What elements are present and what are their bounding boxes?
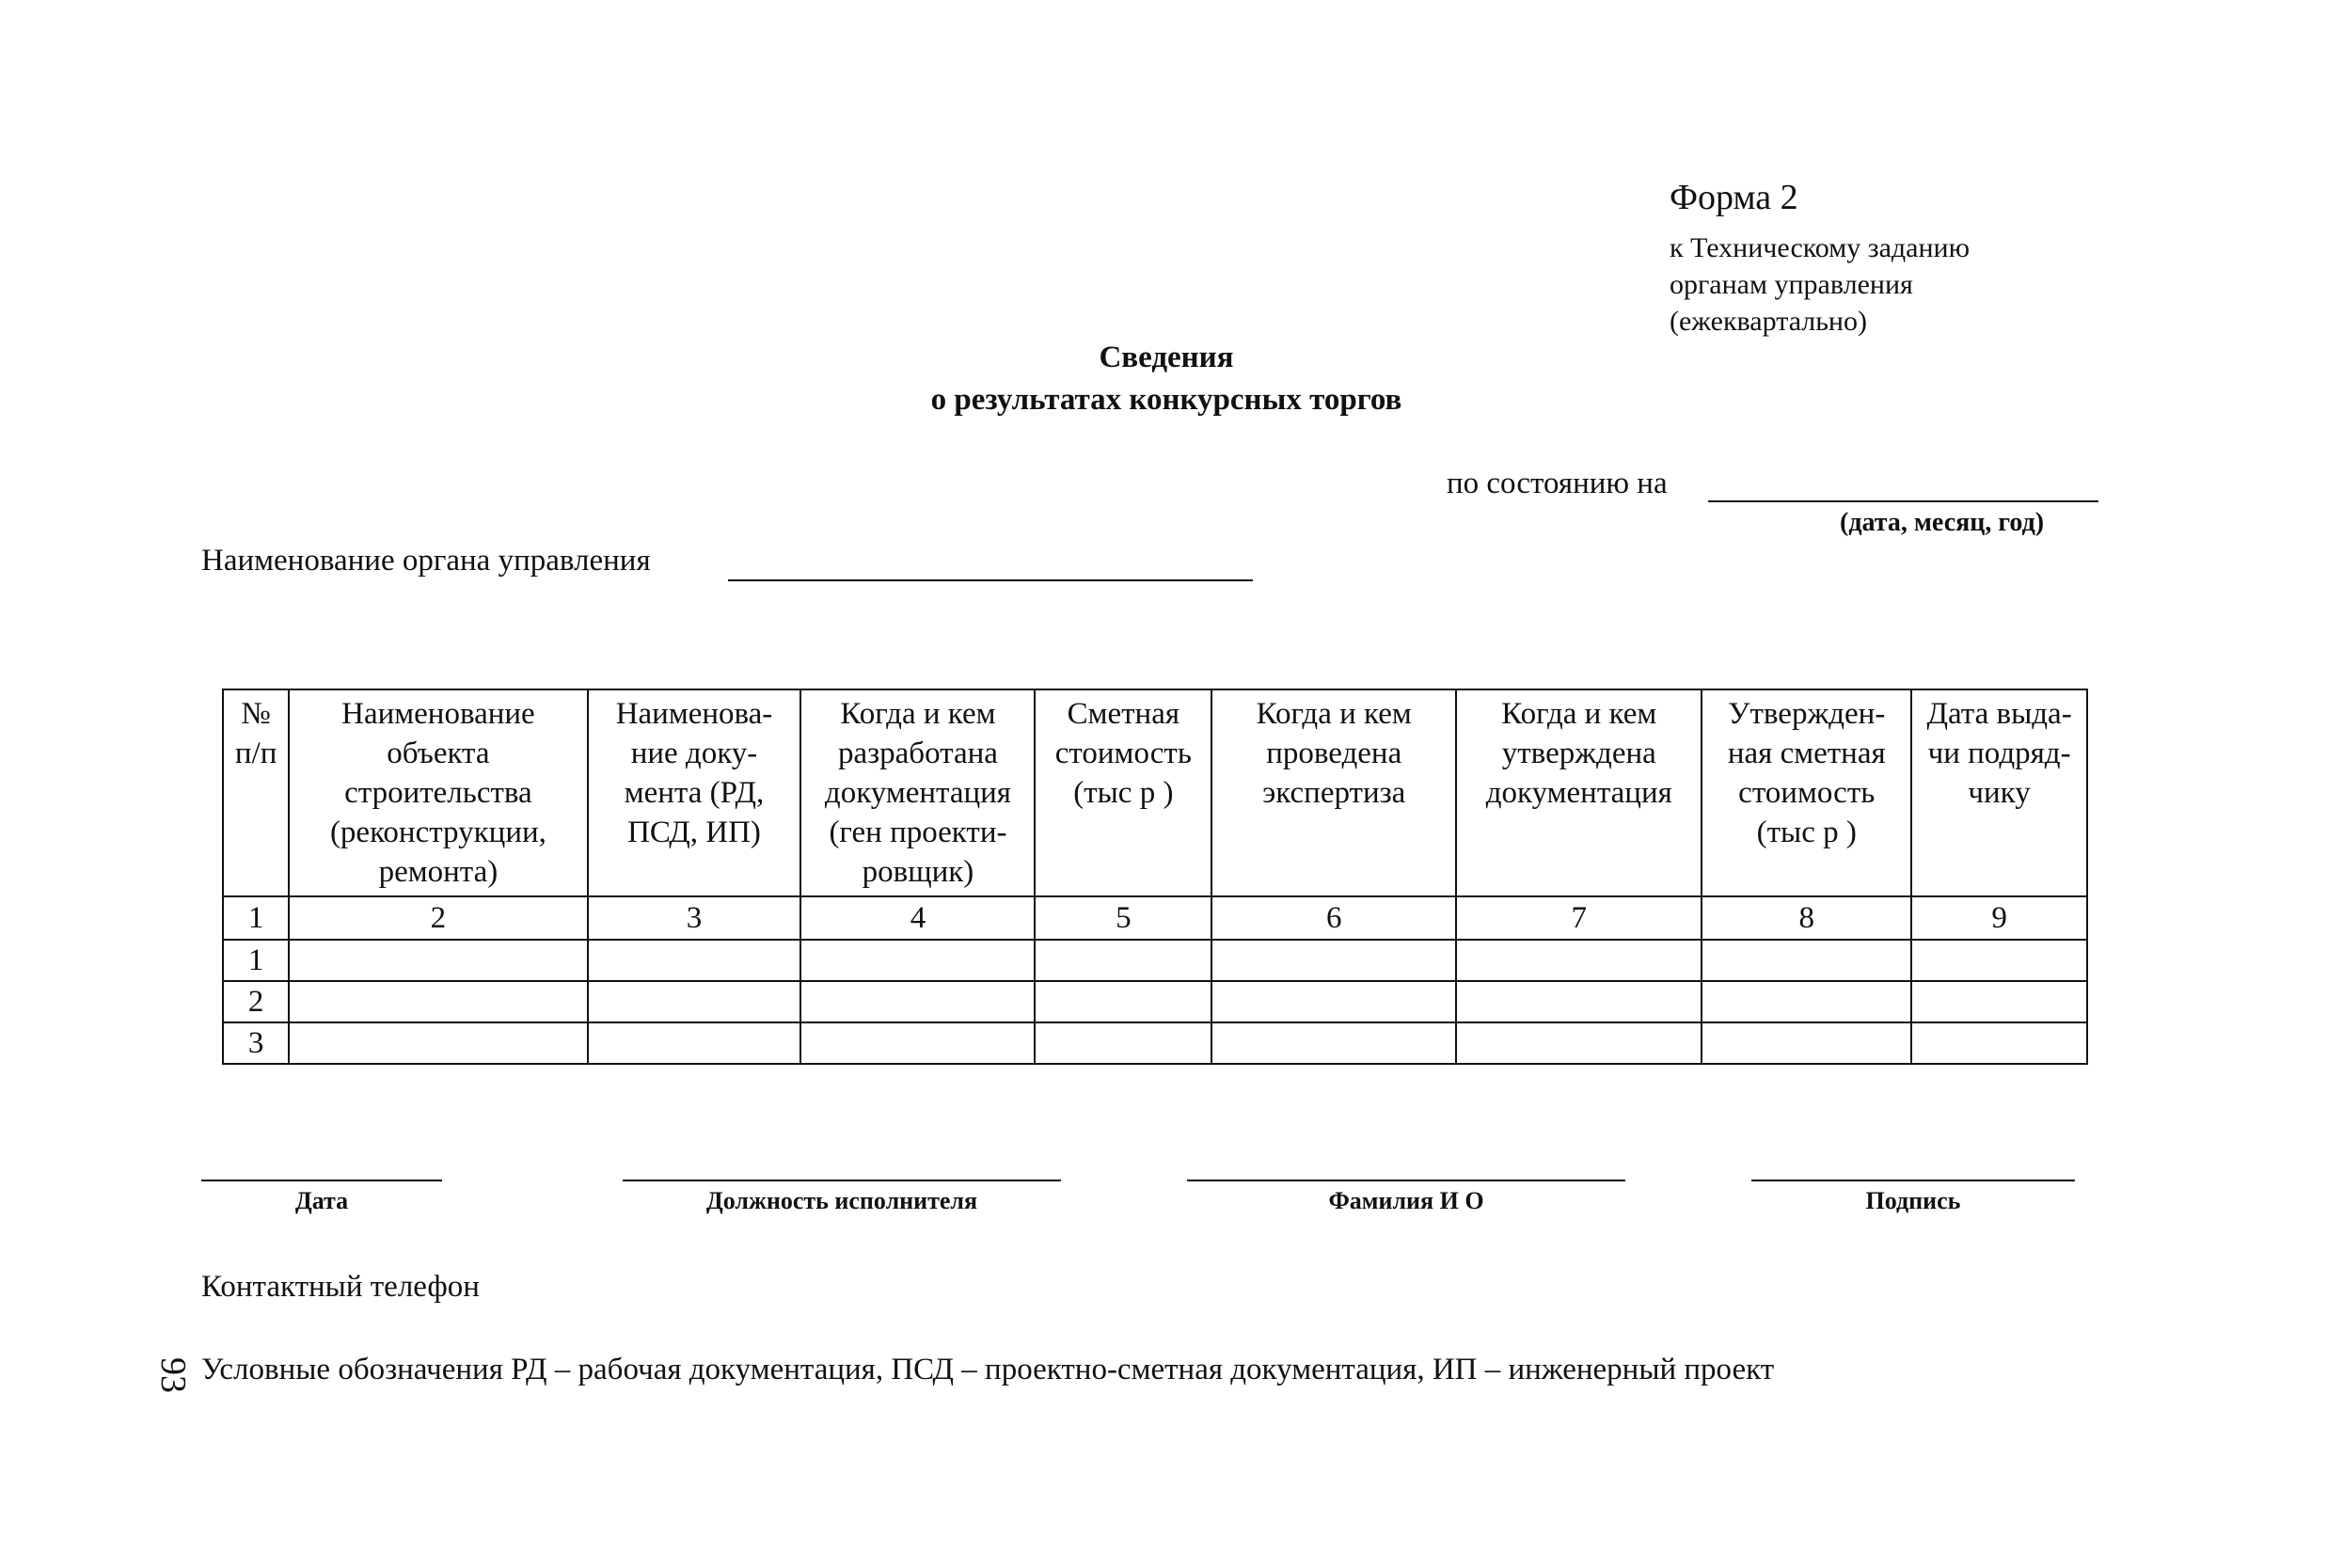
table-header-row — [223, 689, 2087, 896]
form-subtitle-line: к Техническому заданию — [1670, 232, 1970, 263]
table-cell[interactable] — [1211, 1022, 1456, 1064]
table-cell[interactable] — [1456, 981, 1702, 1022]
legend-note: Условные обозначения РД – рабочая документация, ПСД – проектно-сметная документация, ИП – инженерный проект — [201, 1353, 1775, 1386]
table-row — [223, 940, 2087, 981]
table-cell[interactable] — [1911, 940, 2087, 981]
table-cell[interactable] — [1035, 940, 1211, 981]
table-cell[interactable] — [1702, 981, 1911, 1022]
date-signature-line[interactable] — [201, 1180, 442, 1181]
contact-phone-label: Контактный телефон — [201, 1270, 480, 1304]
table-cell[interactable] — [1211, 940, 1456, 981]
table-cell[interactable] — [800, 981, 1035, 1022]
header-cell: Когда и кем утверждена документация — [1456, 689, 1702, 896]
table-cell[interactable] — [1211, 981, 1456, 1022]
column-number: 9 — [1911, 896, 2087, 940]
table-cell[interactable] — [1456, 940, 1702, 981]
date-label: Дата — [294, 1187, 349, 1214]
header-cell: Когда и кем проведена экспертиза — [1211, 689, 1456, 896]
row-number: 3 — [223, 1022, 289, 1064]
results-table — [222, 689, 2088, 1065]
table-cell[interactable] — [1911, 981, 2087, 1022]
table-cell[interactable] — [1035, 981, 1211, 1022]
header-cell: Наименова- ние доку- мента (РД, ПСД, ИП) — [588, 689, 801, 896]
table-cell[interactable] — [289, 981, 587, 1022]
table-cell[interactable] — [588, 1022, 801, 1064]
table-cell[interactable] — [1702, 1022, 1911, 1064]
header-cell: Сметная стоимость (тыс р ) — [1035, 689, 1211, 896]
column-number: 4 — [800, 896, 1035, 940]
signature-line[interactable] — [1751, 1180, 2075, 1181]
table-row — [223, 981, 2087, 1022]
table-cell[interactable] — [289, 940, 587, 981]
table-cell[interactable] — [800, 1022, 1035, 1064]
header-cell: № п/п — [223, 689, 289, 896]
row-number: 1 — [223, 940, 289, 981]
table-cell[interactable] — [800, 940, 1035, 981]
table-cell[interactable] — [289, 1022, 587, 1064]
as-of-label: по состоянию на — [1447, 467, 1668, 500]
form-subtitle-line: органам управления — [1670, 269, 1913, 300]
form-subtitle-line: (ежеквартально) — [1670, 306, 1867, 337]
column-number: 3 — [588, 896, 801, 940]
column-number: 1 — [223, 896, 289, 940]
organization-name-field[interactable] — [728, 579, 1253, 581]
table-cell[interactable] — [1911, 1022, 2087, 1064]
signature-label: Подпись — [1865, 1187, 1961, 1214]
position-signature-line[interactable] — [623, 1180, 1061, 1181]
title-line-2: о результатах конкурсных торгов — [930, 383, 1402, 417]
table-cell[interactable] — [1702, 940, 1911, 981]
as-of-date-field[interactable] — [1708, 500, 2098, 502]
position-label: Должность исполнителя — [705, 1187, 978, 1214]
header-cell: Когда и кем разработана документация (ген проекти- ровщик) — [800, 689, 1035, 896]
table-cell[interactable] — [1035, 1022, 1211, 1064]
form-number: Форма 2 — [1670, 178, 1798, 217]
header-cell: Дата выда- чи подряд- чику — [1911, 689, 2087, 896]
title-line-1: Сведения — [1099, 341, 1234, 374]
column-number-row — [223, 896, 2087, 940]
table-cell[interactable] — [588, 940, 801, 981]
column-number: 7 — [1456, 896, 1702, 940]
as-of-hint: (дата, месяц, год) — [1840, 508, 2045, 537]
column-number: 8 — [1702, 896, 1911, 940]
organization-label: Наименование органа управления — [201, 544, 651, 578]
column-number: 6 — [1211, 896, 1456, 940]
table-cell[interactable] — [588, 981, 801, 1022]
table-row — [223, 1022, 2087, 1064]
header-cell: Наименование объекта строительства (реконструкции, ремонта) — [289, 689, 587, 896]
column-number: 2 — [289, 896, 587, 940]
header-cell: Утвержден- ная сметная стоимость (тыс р ) — [1702, 689, 1911, 896]
page-number: 93 — [153, 1357, 193, 1393]
row-number: 2 — [223, 981, 289, 1022]
form-subtitle — [1670, 230, 1970, 340]
document-title — [658, 337, 1674, 421]
name-signature-line[interactable] — [1187, 1180, 1625, 1181]
table-cell[interactable] — [1456, 1022, 1702, 1064]
column-number: 5 — [1035, 896, 1211, 940]
name-label: Фамилия И О — [1328, 1187, 1484, 1214]
